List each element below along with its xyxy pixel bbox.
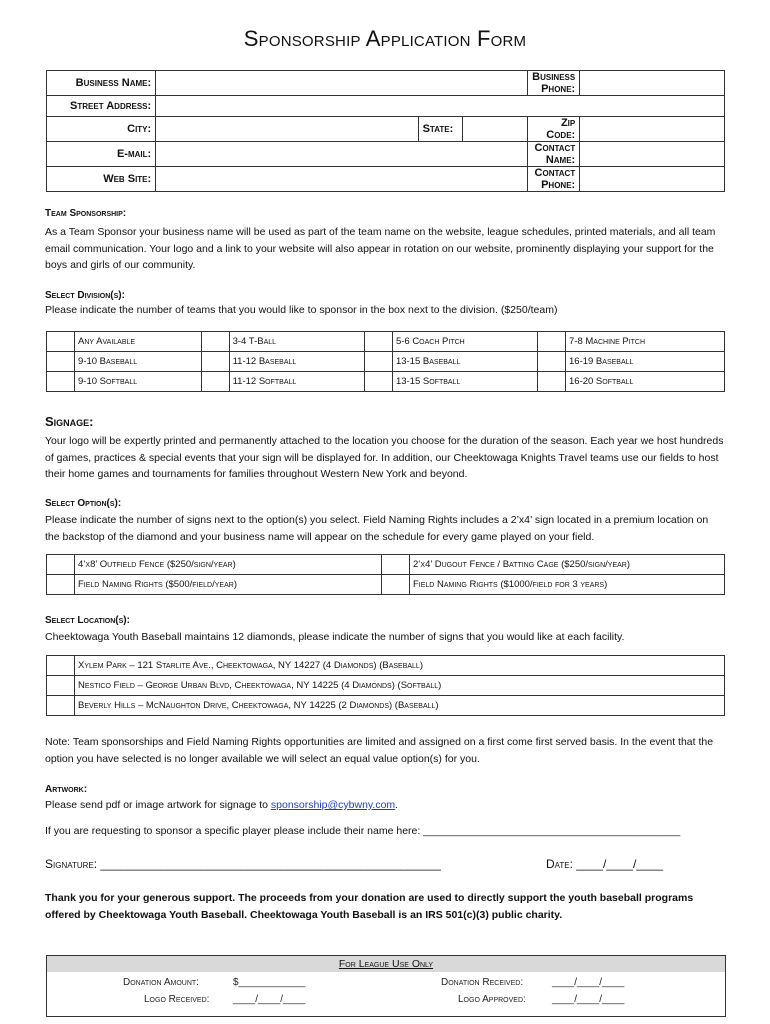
division-box[interactable] xyxy=(364,352,392,372)
option-label: 2’x4’ Dugout Fence / Batting Cage ($250/sign/year) xyxy=(410,555,725,575)
select-option-text: Please indicate the number of signs next to the option(s) you select. Field Naming Rights includes a 2’x4’ sign located in a premium location on the backstop of the diamond and your business name will appear on the schedule for every game played on your field. xyxy=(45,514,709,543)
city-field[interactable] xyxy=(156,117,418,142)
option-label: Field Naming Rights ($1000/field for 3 years) xyxy=(410,575,725,595)
business-name-label: Business Name: xyxy=(47,71,156,96)
logo-received-label: Logo Received: xyxy=(144,994,210,1005)
business-phone-label: Business Phone: xyxy=(528,71,580,96)
table-row xyxy=(47,332,725,352)
artwork-period: . xyxy=(395,799,399,811)
division-table xyxy=(46,331,725,392)
location-box[interactable] xyxy=(47,696,75,716)
location-box[interactable] xyxy=(47,676,75,696)
thank-you-text: Thank you for your generous support. The proceeds from your donation are used to directly support the youth baseball programs offered by Cheektowaga Youth Baseball. Cheektowaga Youth Baseball is an IRS 501(c)(3) public charity. xyxy=(45,892,694,921)
state-label: State: xyxy=(418,117,462,142)
option-box[interactable] xyxy=(382,555,410,575)
donation-amount-value[interactable]: $____________ xyxy=(233,977,306,988)
player-name-line[interactable]: If you are requesting to sponsor a specific player please include their name here: ____________________________________________ xyxy=(45,825,681,837)
division-box[interactable] xyxy=(201,332,229,352)
option-box[interactable] xyxy=(47,575,75,595)
table-row xyxy=(47,555,725,575)
city-label: City: xyxy=(47,117,156,142)
select-location-heading: Select Location(s): xyxy=(45,615,130,626)
artwork-text xyxy=(45,797,725,814)
street-address-field[interactable] xyxy=(156,96,725,117)
donation-received-value[interactable]: ____/____/____ xyxy=(552,977,625,988)
division-label: 5-6 Coach Pitch xyxy=(392,332,537,352)
artwork-instructions: Please send pdf or image artwork for signage to xyxy=(45,799,268,811)
division-box[interactable] xyxy=(47,372,75,392)
logo-approved-value[interactable]: ____/____/____ xyxy=(552,994,625,1005)
division-box[interactable] xyxy=(47,352,75,372)
team-sponsorship-heading: Team Sponsorship: xyxy=(45,208,127,219)
select-division-heading: Select Division(s): xyxy=(45,290,125,301)
donation-amount-label: Donation Amount: xyxy=(123,977,199,988)
division-label: 11-12 Softball xyxy=(229,372,364,392)
division-label: 9-10 Softball xyxy=(75,372,202,392)
division-label: 16-20 Softball xyxy=(566,372,725,392)
state-field[interactable] xyxy=(463,117,528,142)
email-label: E-mail: xyxy=(47,142,156,167)
location-label: Nestico Field – George Urban Blvd, Cheektowaga, NY 14225 (4 Diamonds) (Softball) xyxy=(75,676,725,696)
division-box[interactable] xyxy=(538,332,566,352)
business-phone-field[interactable] xyxy=(580,71,725,96)
location-table xyxy=(46,655,725,716)
division-box[interactable] xyxy=(47,332,75,352)
artwork-heading: Artwork: xyxy=(45,784,88,795)
division-box[interactable] xyxy=(201,352,229,372)
division-label: 16-19 Baseball xyxy=(566,352,725,372)
street-address-label: Street Address: xyxy=(47,96,156,117)
business-name-field[interactable] xyxy=(156,71,528,96)
zip-label: Zip Code: xyxy=(528,117,580,142)
sponsorship-email-link[interactable]: sponsorship@cybwny.com xyxy=(270,799,396,811)
location-box[interactable] xyxy=(47,656,75,676)
select-option-heading: Select Option(s): xyxy=(45,498,122,509)
table-row xyxy=(47,676,725,696)
business-info-table xyxy=(46,70,725,192)
league-use-box xyxy=(46,955,726,1017)
division-box[interactable] xyxy=(364,372,392,392)
division-label: 13-15 Softball xyxy=(392,372,537,392)
page-title: Sponsorship Application Form xyxy=(243,26,527,51)
division-label: 11-12 Baseball xyxy=(229,352,364,372)
league-use-heading-text: For League Use Only xyxy=(338,958,434,970)
signage-heading: Signage: xyxy=(45,414,94,429)
date-line[interactable]: Date: ____/____/____ xyxy=(546,857,664,871)
division-box[interactable] xyxy=(538,372,566,392)
web-site-label: Web Site: xyxy=(47,167,156,192)
division-box[interactable] xyxy=(201,372,229,392)
option-table xyxy=(46,554,725,595)
email-field[interactable] xyxy=(156,142,528,167)
logo-approved-label: Logo Approved: xyxy=(458,994,526,1005)
logo-received-value[interactable]: ____/____/____ xyxy=(233,994,306,1005)
division-label: 3-4 T-Ball xyxy=(229,332,364,352)
contact-name-label: Contact Name: xyxy=(528,142,580,167)
contact-phone-label: Contact Phone: xyxy=(528,167,580,192)
location-label: Xylem Park – 121 Starlite Ave., Cheektowaga, NY 14227 (4 Diamonds) (Baseball) xyxy=(75,656,725,676)
select-location-text: Cheektowaga Youth Baseball maintains 12 diamonds, please indicate the number of signs that you would like at each facility. xyxy=(45,631,625,643)
league-use-heading xyxy=(47,956,725,972)
donation-received-label: Donation Received: xyxy=(441,977,524,988)
option-box[interactable] xyxy=(382,575,410,595)
division-box[interactable] xyxy=(364,332,392,352)
division-label: 7-8 Machine Pitch xyxy=(566,332,725,352)
select-division-text: Please indicate the number of teams that you would like to sponsor in the box next to the division. ($250/team) xyxy=(45,304,558,316)
division-box[interactable] xyxy=(538,352,566,372)
location-label: Beverly Hills – McNaughton Drive, Cheektowaga, NY 14225 (2 Diamonds) (Baseball) xyxy=(75,696,725,716)
signage-text: Your logo will be expertly printed and permanently attached to the location you choose for the duration of the season. Each year we host hundreds of games, practices & special events that your sign will be displayed for. In addition, our Cheektowaga Knights Travel teams use our fields to host their home games and tournaments for families throughout Western New York and beyond. xyxy=(45,435,724,480)
zip-field[interactable] xyxy=(580,117,725,142)
table-row xyxy=(47,696,725,716)
availability-note: Note: Team sponsorships and Field Naming Rights opportunities are limited and assigned on a first come first served basis. In the event that the option you have selected is no longer available we will select an equal value option(s) for you. xyxy=(45,736,714,765)
division-label: Any Available xyxy=(75,332,202,352)
division-label: 13-15 Baseball xyxy=(392,352,537,372)
option-label: Field Naming Rights ($500/field/year) xyxy=(75,575,382,595)
contact-phone-field[interactable] xyxy=(580,167,725,192)
table-row xyxy=(47,575,725,595)
table-row xyxy=(47,352,725,372)
option-label: 4’x8’ Outfield Fence ($250/sign/year) xyxy=(75,555,382,575)
table-row xyxy=(47,372,725,392)
team-sponsorship-text: As a Team Sponsor your business name will be used as part of the team name on the website, league schedules, printed materials, and all team email communication. Your logo and a link to your website will also appear in rotation on our website, prominently displaying your support for the boys and girls of our community. xyxy=(45,226,716,271)
contact-name-field[interactable] xyxy=(580,142,725,167)
table-row xyxy=(47,656,725,676)
signature-line[interactable]: Signature: ___________________________________________________ xyxy=(45,857,441,871)
option-box[interactable] xyxy=(47,555,75,575)
division-label: 9-10 Baseball xyxy=(75,352,202,372)
web-site-field[interactable] xyxy=(156,167,528,192)
